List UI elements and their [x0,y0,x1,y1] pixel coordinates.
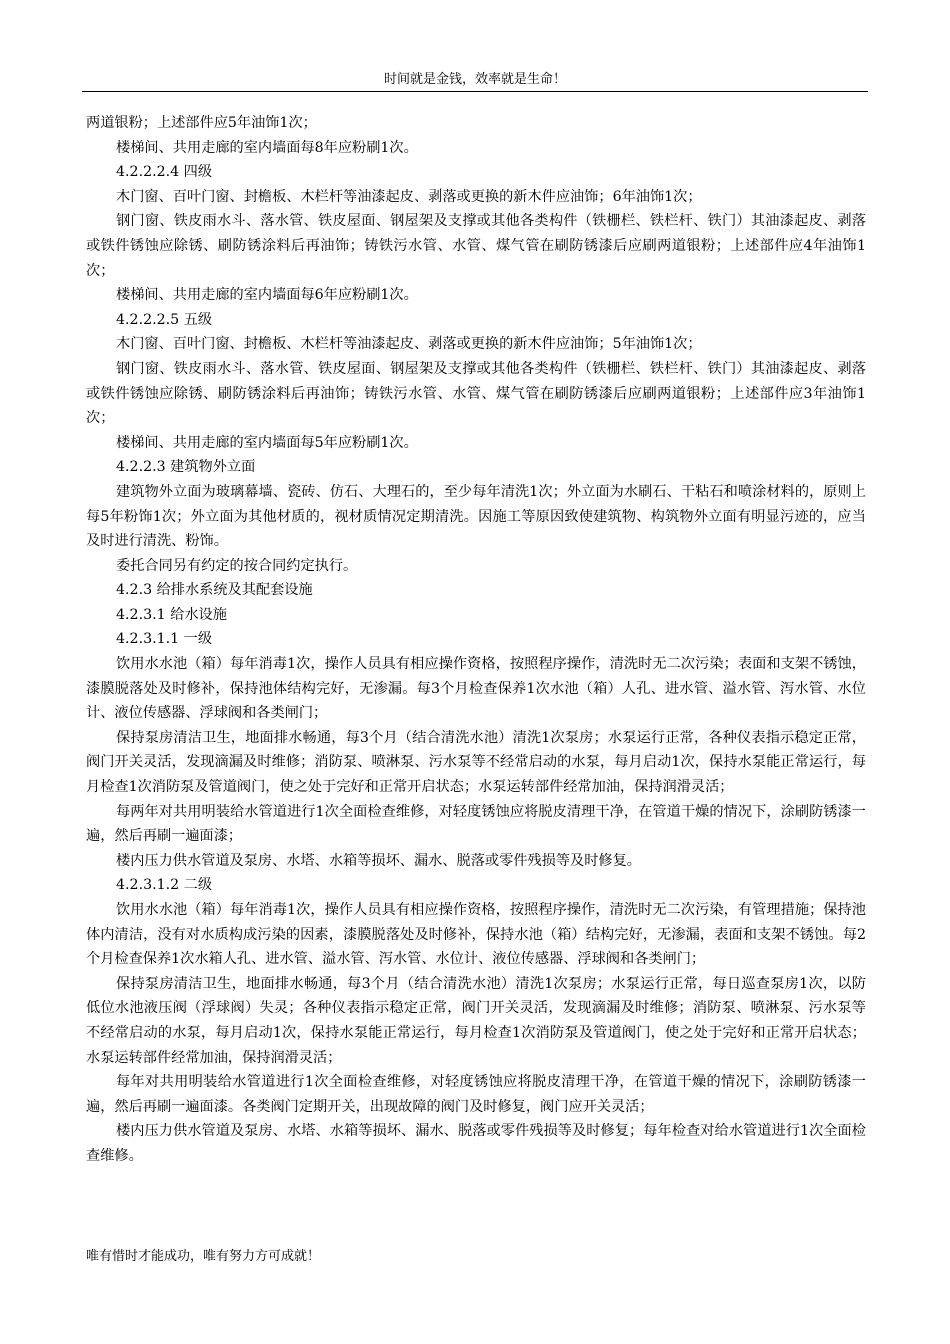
section-heading: 4.2.3.1 给水设施 [116,606,227,623]
header-divider [82,91,868,92]
body-paragraph: 钢门窗、铁皮雨水斗、落水管、铁皮屋面、钢屋架及支撑或其他各类构件（铁栅栏、铁栏杆、铁门）其油漆起皮、剥落或铁件锈蚀应除锈、刷防锈涂料后再油饰；铸铁污水管、水管、煤气管在刷防锈漆后应刷两道银粉；上述部件应4年油饰1次； [86,213,866,279]
body-paragraph: 保持泵房清洁卫生，地面排水畅通，每3个月（结合清洗水池）清洗1次泵房；水泵运行正常，各种仪表指示稳定正常，阀门开关灵活，发现滴漏及时维修；消防泵、喷淋泵、污水泵等不经常启动的水泵，每月启动1次，保持水泵能正常运行，每月检查1次消防泵及管道阀门，使之处于完好和正常开启状态；水泵运转部件经常加油，保持润滑灵活； [86,729,866,796]
body-paragraph: 饮用水水池（箱）每年消毒1次，操作人员具有相应操作资格，按照程序操作，清洗时无二次污染，有管理措施；保持池体内清洁，没有对水质构成污染的因素，漆膜脱落处及时修补，保持水池（箱）结构完好，无渗漏，表面和支架不锈蚀。每2个月检查保养1次水箱人孔、进水管、溢水管、泻水管、水位计、液位传感器、浮球阀和各类闸门； [86,902,866,968]
section-heading: 4.2.3 给排水系统及其配套设施 [116,582,313,599]
page-footer: 唯有惜时才能成功，唯有努力方可成就！ [86,1249,321,1264]
body-paragraph: 木门窗、百叶门窗、封檐板、木栏杆等油漆起皮、剥落或更换的新木件应油饰；5年油饰1次； [116,336,702,353]
section-heading: 4.2.2.2.4 四级 [116,164,213,181]
section-heading: 4.2.3.1.2 二级 [116,877,213,894]
body-paragraph: 委托合同另有约定的按合同约定执行。 [116,557,358,574]
section-heading: 4.2.3.1.1 一级 [116,631,213,648]
body-paragraph: 楼梯间、共用走廊的室内墙面每8年应粉刷1次。 [116,139,418,156]
body-paragraph: 楼梯间、共用走廊的室内墙面每5年应粉刷1次。 [116,434,418,451]
body-paragraph: 楼内压力供水管道及泵房、水塔、水箱等损坏、漏水、脱落或零件残损等及时修复。 [116,852,641,869]
body-paragraph: 建筑物外立面为玻璃幕墙、瓷砖、仿石、大理石的，至少每年清洗1次；外立面为水刷石、干粘石和喷涂材料的，原则上每5年粉饰1次；外立面为其他材质的，视材质情况定期清洗。因施工等原因致使建筑物、构筑物外立面有明显污迹的，应当及时进行清洗、粉饰。 [86,483,866,550]
body-paragraph: 楼梯间、共用走廊的室内墙面每6年应粉刷1次。 [116,287,418,304]
page-header: 时间就是金钱，效率就是生命！ [383,72,566,87]
document-body [86,111,866,1169]
body-paragraph: 两道银粉；上述部件应5年油饰1次； [86,115,317,131]
body-paragraph: 饮用水水池（箱）每年消毒1次，操作人员具有相应操作资格，按照程序操作，清洗时无二次污染；表面和支架不锈蚀，漆膜脱落处及时修补，保持池体结构完好，无渗漏。每3个月检查保养1次水池（箱）人孔、进水管、溢水管、泻水管、水位计、液位传感器、浮球阀和各类闸门； [86,656,866,722]
body-paragraph: 保持泵房清洁卫生，地面排水畅通，每3个月（结合清洗水池）清洗1次泵房；水泵运行正常，每日巡查泵房1次，以防低位水池液压阀（浮球阀）失灵；各种仪表指示稳定正常，阀门开关灵活，发现滴漏及时维修；消防泵、喷淋泵、污水泵等不经常启动的水泵，每月启动1次，保持水泵能正常运行，每月检查1次消防泵及管道阀门，使之处于完好和正常开启状态；水泵运转部件经常加油，保持润滑灵活； [86,975,866,1066]
body-paragraph: 楼内压力供水管道及泵房、水塔、水箱等损坏、漏水、脱落或零件残损等及时修复；每年检查对给水管道进行1次全面检查维修。 [86,1123,866,1164]
body-paragraph: 钢门窗、铁皮雨水斗、落水管、铁皮屋面、钢屋架及支撑或其他各类构件（铁栅栏、铁栏杆、铁门）其油漆起皮、剥落或铁件锈蚀应除锈、刷防锈涂料后再油饰；铸铁污水管、水管、煤气管在刷防锈漆后应刷两道银粉；上述部件应3年油饰1次； [86,360,866,427]
section-heading: 4.2.2.2.5 五级 [116,311,213,328]
section-heading: 4.2.2.3 建筑物外立面 [116,459,256,476]
body-paragraph: 每年对共用明装给水管道进行1次全面检查维修，对轻度锈蚀应将脱皮清理干净，在管道干燥的情况下，涂刷防锈漆一遍，然后再刷一遍面漆。各类阀门定期开关，出现故障的阀门及时修复，阀门应开关灵活； [86,1074,866,1115]
body-paragraph: 每两年对共用明装给水管道进行1次全面检查维修，对轻度锈蚀应将脱皮清理干净，在管道干燥的情况下，涂刷防锈漆一遍，然后再刷一遍面漆； [86,803,866,845]
body-paragraph: 木门窗、百叶门窗、封檐板、木栏杆等油漆起皮、剥落或更换的新木件应油饰；6年油饰1次； [116,188,702,205]
